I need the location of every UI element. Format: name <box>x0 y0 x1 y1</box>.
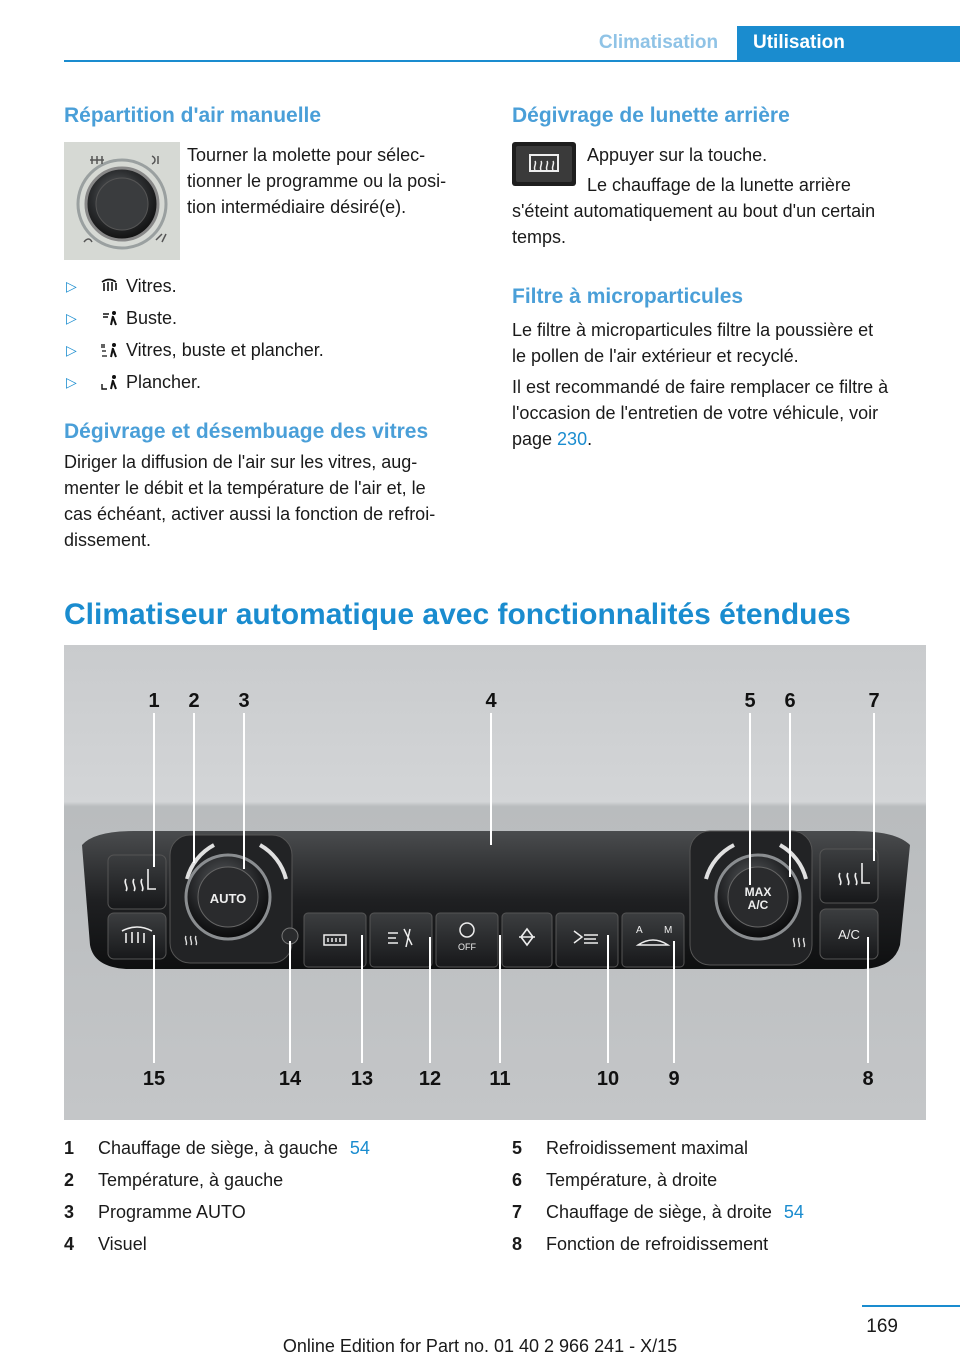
footer-edition-text: Online Edition for Part no. 01 40 2 966 241 - X/15 <box>282 1336 678 1356</box>
callout-9: 9 <box>668 1068 680 1090</box>
bullet-triangle-icon: ▷ <box>66 278 77 294</box>
legend-text: Visuel <box>98 1234 147 1254</box>
auto-recirc-a-label: A <box>636 925 643 936</box>
list-item <box>64 366 484 398</box>
bullet-triangle-icon: ▷ <box>66 342 77 358</box>
list-item <box>64 270 484 302</box>
rear-defrost-text <box>512 172 932 250</box>
callout-7: 7 <box>868 690 880 712</box>
text-line: s'éteint automatiquement au bout d'un certain <box>512 201 876 221</box>
legend-text: Chauffage de siège, à droite <box>546 1202 772 1222</box>
rear-window-defrost-heading: Dégivrage de lunette arrière <box>512 104 790 127</box>
legend-item <box>64 1164 484 1196</box>
legend-item <box>512 1164 932 1196</box>
legend-page-link[interactable]: 54 <box>783 1202 804 1222</box>
callout-2: 2 <box>188 690 200 712</box>
legend-item <box>512 1196 932 1228</box>
upper-body-airflow-icon <box>99 310 119 326</box>
text-line: l'occasion de l'entretien de votre véhicule, voir <box>512 403 879 423</box>
microfilter-recommendation <box>512 374 932 452</box>
callout-11: 11 <box>489 1068 511 1090</box>
legend-number: 8 <box>512 1234 523 1254</box>
legend-right <box>512 1132 932 1260</box>
callout-10: 10 <box>596 1068 620 1090</box>
legend-text: Température, à gauche <box>98 1170 284 1190</box>
air-distribution-dial-image <box>64 142 180 260</box>
legend-number: 6 <box>512 1170 523 1190</box>
legend-left <box>64 1132 484 1260</box>
legend-number: 5 <box>512 1138 523 1158</box>
defrost-windows-heading: Dégivrage et désembuage des vitres <box>64 420 429 443</box>
callout-6: 6 <box>784 690 796 712</box>
air-distribution-list <box>64 270 484 398</box>
auto-button-label: AUTO <box>209 891 247 906</box>
callout-8: 8 <box>862 1068 874 1090</box>
ac-button-label: A/C <box>838 927 860 942</box>
callout-13: 13 <box>350 1068 374 1090</box>
main-section-heading: Climatiseur automatique avec fonctionnalités étendues <box>64 598 851 631</box>
climate-panel-photo <box>64 645 926 1120</box>
text-line: temps. <box>512 227 567 247</box>
callout-14: 14 <box>278 1068 302 1090</box>
microfilter-heading: Filtre à microparticules <box>512 285 744 308</box>
callout-4: 4 <box>485 690 497 712</box>
text-line: cas échéant, activer aussi la fonction de refroi- <box>64 504 436 524</box>
legend-item <box>512 1228 932 1260</box>
legend-number: 3 <box>64 1202 75 1222</box>
legend-page-link[interactable]: 54 <box>349 1138 370 1158</box>
legend-item <box>512 1132 932 1164</box>
windows-body-floor-airflow-icon <box>99 342 119 358</box>
list-item <box>64 334 484 366</box>
legend-number: 2 <box>64 1170 75 1190</box>
page-ref-suffix: . <box>587 429 593 449</box>
defrost-windows-text <box>64 449 484 553</box>
intro-line: Tourner la molette pour sélec- <box>187 145 426 165</box>
callout-1: 1 <box>148 690 160 712</box>
text-line: Il est recommandé de faire remplacer ce filtre à <box>512 377 889 397</box>
text-line: Diriger la diffusion de l'air sur les vitres, aug- <box>64 452 418 472</box>
legend-number: 7 <box>512 1202 523 1222</box>
text-line: le pollen de l'air extérieur et recyclé. <box>512 346 799 366</box>
header-section-tab[interactable]: Climatisation <box>580 26 737 60</box>
text-line <box>512 426 932 452</box>
callout-12: 12 <box>418 1068 442 1090</box>
rear-defrost-instruction: Appuyer sur la touche. <box>587 145 768 165</box>
legend-text: Programme AUTO <box>98 1202 246 1222</box>
fan-off-label: OFF <box>458 942 476 952</box>
bullet-triangle-icon: ▷ <box>66 374 77 390</box>
page-ref-link[interactable]: 230 <box>557 429 588 449</box>
manual-air-intro <box>187 142 487 220</box>
intro-line: tionner le programme ou la posi- <box>187 171 447 191</box>
bullet-label: Plancher. <box>126 372 202 392</box>
legend-number: 4 <box>64 1234 75 1254</box>
text-line: menter le débit et la température de l'air et, le <box>64 478 426 498</box>
legend-text: Température, à droite <box>546 1170 718 1190</box>
microfilter-text <box>512 317 932 369</box>
intro-line: tion intermédiaire désiré(e). <box>187 197 407 217</box>
legend-text: Fonction de refroidissement <box>546 1234 769 1254</box>
bullet-label: Vitres. <box>126 276 177 296</box>
max-ac-label-line1: MAX <box>744 885 772 899</box>
legend-item <box>64 1228 484 1260</box>
bullet-label: Buste. <box>126 308 178 328</box>
bullet-label: Vitres, buste et plancher. <box>126 340 324 360</box>
list-item <box>64 302 484 334</box>
bullet-triangle-icon: ▷ <box>66 310 77 326</box>
legend-item <box>64 1196 484 1228</box>
legend-text: Refroidissement maximal <box>546 1138 749 1158</box>
header-active-tab[interactable]: Utilisation <box>737 26 960 60</box>
page-number: 169 <box>866 1316 898 1337</box>
floor-airflow-icon <box>99 374 119 390</box>
footer-rule <box>862 1305 960 1307</box>
auto-recirc-m-label: M <box>664 925 673 936</box>
callout-5: 5 <box>744 690 756 712</box>
callout-15: 15 <box>142 1068 166 1090</box>
text-line: dissement. <box>64 530 152 550</box>
climate-panel-diagram <box>64 645 926 1120</box>
legend-number: 1 <box>64 1138 75 1158</box>
text-line: Le filtre à microparticules filtre la poussière et <box>512 320 874 340</box>
legend-item <box>64 1132 484 1164</box>
manual-air-distribution-heading: Répartition d'air manuelle <box>64 104 322 127</box>
header-rule <box>64 60 960 62</box>
page-ref-prefix: page <box>512 429 558 449</box>
max-ac-label-line2: A/C <box>747 898 769 912</box>
text-line: Le chauffage de la lunette arrière <box>587 175 851 195</box>
callout-3: 3 <box>238 690 250 712</box>
windows-airflow-icon <box>99 278 119 294</box>
legend-text: Chauffage de siège, à gauche <box>98 1138 338 1158</box>
